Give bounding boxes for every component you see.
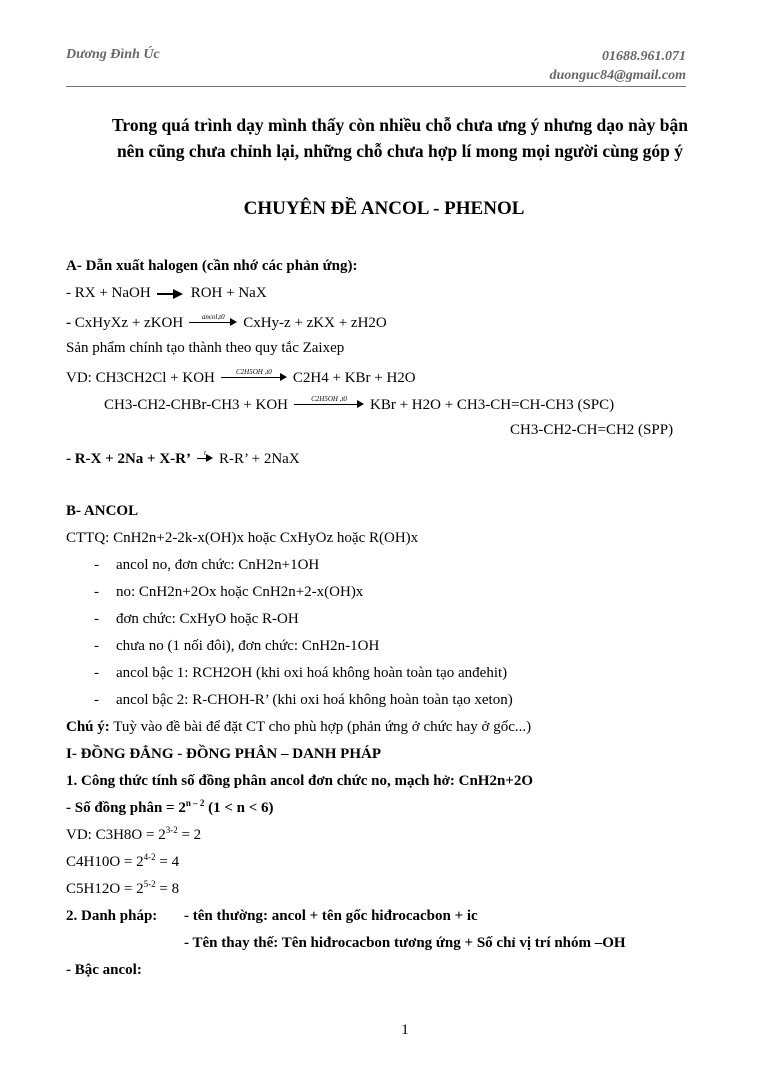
condition-arrow-icon: [221, 366, 287, 384]
condition-arrow-icon: [189, 311, 237, 329]
reaction-right: KBr + H2O + CH3-CH=CH-CH3 (SPC): [370, 397, 615, 413]
reaction-right: CxHy-z + zKX + zH2O: [243, 315, 387, 331]
list-item-text: no: CnH2n+2Ox hoặc CnH2n+2-x(OH)x: [116, 584, 364, 600]
example-left: VD: C3H8O = 2: [66, 827, 166, 843]
general-formula: CTTQ: CnH2n+2-2k-x(OH)x hoặc CxHyOz hoặc R(OH)x: [66, 530, 419, 546]
list-item-text: đơn chức: CxHyO hoặc R-OH: [116, 611, 299, 627]
formula-left: - Số đồng phân = 2: [66, 800, 186, 816]
reaction-dash: -: [66, 315, 71, 331]
reaction-condition: t: [204, 449, 206, 457]
note-text: Tuỳ vào đề bài để đặt CT cho phù hợp (phản ứng ở chức hay ở gốc...): [109, 719, 532, 735]
bullet-dash: -: [94, 692, 99, 708]
reaction-arrow-icon: [157, 289, 183, 299]
bullet-dash: -: [94, 557, 99, 573]
list-item: [94, 663, 507, 683]
reaction-condition: C2H5OH ,t0: [236, 368, 272, 376]
example-left: C4H10O = 2: [66, 854, 144, 870]
example-c5h12o: [66, 879, 179, 899]
example-ch3chbr-minor-product: CH3-CH2-CH=CH2 (SPP): [510, 422, 674, 438]
section-b-heading: B- ANCOL: [66, 503, 139, 519]
zaitsev-note: Sản phẩm chính tạo thành theo quy tắc Zaixep: [66, 340, 345, 356]
example-exponent: 4-2: [143, 852, 156, 862]
item-1-heading: 1. Công thức tính số đồng phân ancol đơn chức no, mạch hở: CnH2n+2O: [66, 773, 534, 789]
reaction-cxhyxz-koh: [66, 311, 387, 333]
reaction-rx-naoh: [66, 283, 267, 303]
substitutive-name-rule: - Tên thay thế: Tên hiđrocacbon tương ứng + Số chỉ vị trí nhóm –OH: [184, 935, 626, 951]
intro-line-2: nên cũng chưa chỉnh lại, những chỗ chưa hợp lí mong mọi người cùng góp ý: [116, 141, 684, 161]
header-author: Dương Đình Úc: [66, 47, 160, 62]
reaction-left: CxHyXz + zKOH: [71, 315, 184, 331]
header-rule: [66, 86, 686, 87]
list-item-text: chưa no (1 nối đôi), đơn chức: CnH2n-1OH: [116, 638, 380, 654]
example-exponent: 5-2: [143, 879, 156, 889]
list-item: [94, 609, 299, 629]
header-phone: 01688.961.071: [602, 49, 686, 64]
example-exponent: 3-2: [165, 825, 178, 835]
reaction-left: CH3-CH2-CHBr-CH3 + KOH: [104, 397, 288, 413]
part-1-heading: I- ĐỒNG ĐẲNG - ĐỒNG PHÂN – DANH PHÁP: [66, 746, 381, 762]
list-item: [94, 636, 379, 656]
example-result: = 2: [177, 827, 202, 843]
intro-line-1: Trong quá trình dạy mình thấy còn nhiều chỗ chưa ưng ý nhưng dạo này bận: [112, 115, 688, 135]
bullet-dash: -: [94, 584, 99, 600]
formula-exponent: n – 2: [185, 798, 205, 808]
section-a-heading: A- Dẫn xuất halogen (cần nhớ các phản ứng):: [66, 258, 358, 274]
list-item: [94, 690, 513, 710]
example-result: = 8: [155, 881, 180, 897]
example-ch3ch2cl: [66, 366, 416, 388]
reaction-right: ROH + NaX: [190, 285, 267, 301]
reaction-right: C2H4 + KBr + H2O: [292, 370, 416, 386]
list-item: [94, 555, 319, 575]
intro-note: [70, 112, 730, 164]
note-line: [66, 717, 531, 737]
reaction-condition: ancol,t0: [201, 313, 225, 321]
header-email: duonguc84@gmail.com: [549, 68, 686, 83]
bullet-dash: -: [94, 611, 99, 627]
isomer-count-formula: [66, 798, 274, 818]
bullet-dash: -: [94, 665, 99, 681]
item-2-label: 2. Danh pháp:: [66, 908, 158, 924]
list-item-text: ancol no, đơn chức: CnH2n+1OH: [116, 557, 320, 573]
page-title: CHUYÊN ĐỀ ANCOL - PHENOL: [243, 198, 525, 219]
example-c3h8o: [66, 825, 201, 845]
reaction-right: R-R’ + 2NaX: [219, 451, 300, 467]
example-result: = 4: [155, 854, 180, 870]
example-c4h10o: [66, 852, 179, 872]
list-item: [94, 582, 363, 602]
alcohol-order-heading: - Bậc ancol:: [66, 962, 142, 978]
reaction-left: - RX + NaOH: [66, 285, 151, 301]
list-item-text: ancol bậc 1: RCH2OH (khi oxi hoá không hoàn toàn tạo anđehit): [116, 665, 508, 681]
common-name-rule: - tên thường: ancol + tên gốc hiđrocacbon + ic: [184, 908, 478, 924]
wurtz-reaction: [66, 447, 300, 469]
reaction-left: VD: CH3CH2Cl + KOH: [66, 370, 215, 386]
condition-arrow-icon: [197, 447, 213, 465]
example-ch3chbr: [104, 393, 614, 415]
example-left: C5H12O = 2: [66, 881, 144, 897]
reaction-left: - R-X + 2Na + X-R’: [66, 451, 191, 467]
note-label: Chú ý:: [66, 719, 110, 735]
page-number: 1: [401, 1022, 409, 1038]
bullet-dash: -: [94, 638, 99, 654]
reaction-condition: C2H5OH ,t0: [311, 395, 347, 403]
condition-arrow-icon: [294, 393, 364, 411]
header-contact: [536, 47, 686, 85]
list-item-text: ancol bậc 2: R-CHOH-R’ (khi oxi hoá không hoàn toàn tạo xeton): [116, 692, 513, 708]
formula-condition: (1 < n < 6): [204, 800, 274, 816]
